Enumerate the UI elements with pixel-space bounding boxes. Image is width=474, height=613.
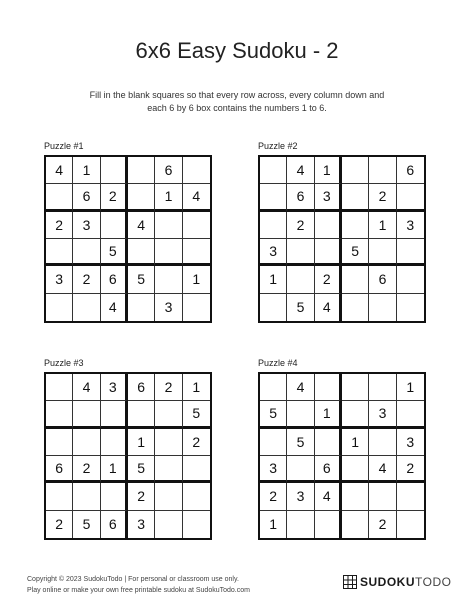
sudoku-cell[interactable] — [397, 511, 424, 538]
sudoku-cell[interactable]: 2 — [155, 374, 182, 401]
sudoku-cell[interactable] — [315, 374, 342, 401]
sudoku-cell[interactable]: 2 — [369, 511, 396, 538]
sudoku-cell[interactable] — [342, 184, 369, 211]
sudoku-cell[interactable] — [342, 266, 369, 293]
instructions — [70, 89, 404, 115]
sudoku-cell[interactable]: 2 — [183, 429, 210, 456]
sudoku-cell[interactable]: 4 — [73, 374, 100, 401]
sudoku-cell[interactable] — [369, 483, 396, 510]
sudoku-cell[interactable] — [46, 401, 73, 428]
sudoku-cell[interactable]: 1 — [183, 374, 210, 401]
sudoku-cell[interactable] — [342, 157, 369, 184]
sudoku-cell[interactable]: 1 — [73, 157, 100, 184]
sudoku-cell[interactable] — [342, 374, 369, 401]
sudoku-cell[interactable]: 2 — [73, 456, 100, 483]
sudoku-cell[interactable] — [397, 294, 424, 321]
sudoku-cell[interactable]: 1 — [128, 429, 155, 456]
puzzle-label-4: Puzzle #4 — [258, 358, 298, 368]
sudoku-cell[interactable] — [183, 212, 210, 239]
sudoku-cell[interactable]: 5 — [260, 401, 287, 428]
sudoku-cell[interactable] — [369, 239, 396, 266]
sudoku-cell[interactable]: 6 — [369, 266, 396, 293]
sudoku-cell[interactable]: 3 — [73, 212, 100, 239]
sudoku-cell[interactable] — [342, 511, 369, 538]
sudoku-cell[interactable]: 6 — [287, 184, 314, 211]
sudoku-cell[interactable]: 2 — [260, 483, 287, 510]
sudoku-cell[interactable] — [101, 401, 128, 428]
sudoku-cell[interactable] — [260, 212, 287, 239]
sudoku-cell[interactable] — [369, 374, 396, 401]
sudoku-cell[interactable]: 2 — [315, 266, 342, 293]
sudoku-cell[interactable] — [128, 239, 155, 266]
footer-promo: Play online or make your own free printable sudoku at SudokuTodo.com — [27, 587, 250, 594]
sudoku-cell[interactable]: 5 — [128, 456, 155, 483]
sudoku-cell[interactable]: 5 — [73, 511, 100, 538]
sudoku-cell[interactable] — [369, 429, 396, 456]
sudoku-cell[interactable]: 2 — [46, 212, 73, 239]
sudoku-cell[interactable]: 4 — [369, 456, 396, 483]
sudoku-cell[interactable]: 5 — [101, 239, 128, 266]
sudoku-cell[interactable] — [155, 212, 182, 239]
footer-copyright: Copyright © 2023 SudokuTodo | For personal or classroom use only. — [27, 576, 239, 583]
sudoku-cell[interactable] — [287, 511, 314, 538]
brand-logo-light: TODO — [415, 575, 452, 589]
sudoku-cell[interactable]: 1 — [260, 511, 287, 538]
sudoku-cell[interactable] — [101, 157, 128, 184]
sudoku-cell[interactable]: 2 — [101, 184, 128, 211]
sudoku-cell[interactable] — [155, 511, 182, 538]
sudoku-cell[interactable]: 6 — [315, 456, 342, 483]
sudoku-cell[interactable]: 4 — [287, 374, 314, 401]
sudoku-cell[interactable] — [46, 429, 73, 456]
sudoku-cell[interactable]: 1 — [397, 374, 424, 401]
sudoku-cell[interactable] — [342, 212, 369, 239]
sudoku-cell[interactable]: 2 — [397, 456, 424, 483]
sudoku-cell[interactable] — [155, 483, 182, 510]
sudoku-cell[interactable] — [46, 483, 73, 510]
sudoku-cell[interactable] — [155, 239, 182, 266]
sudoku-cell[interactable] — [397, 239, 424, 266]
sudoku-cell[interactable] — [46, 239, 73, 266]
sudoku-cell[interactable]: 4 — [101, 294, 128, 321]
sudoku-cell[interactable]: 3 — [287, 483, 314, 510]
sudoku-cell[interactable]: 3 — [128, 511, 155, 538]
sudoku-cell[interactable]: 5 — [342, 239, 369, 266]
sudoku-cell[interactable]: 2 — [369, 184, 396, 211]
sudoku-cell[interactable] — [155, 429, 182, 456]
sudoku-cell[interactable]: 1 — [369, 212, 396, 239]
sudoku-cell[interactable] — [342, 483, 369, 510]
sudoku-cell[interactable] — [342, 456, 369, 483]
puzzle-grid-4 — [258, 372, 426, 540]
sudoku-cell[interactable]: 6 — [101, 511, 128, 538]
sudoku-cell[interactable] — [260, 429, 287, 456]
sudoku-cell[interactable] — [73, 483, 100, 510]
sudoku-cell[interactable] — [46, 374, 73, 401]
sudoku-cell[interactable]: 1 — [101, 456, 128, 483]
sudoku-cell[interactable]: 3 — [155, 294, 182, 321]
sudoku-cell[interactable] — [260, 374, 287, 401]
sudoku-cell[interactable] — [46, 184, 73, 211]
sudoku-cell[interactable] — [342, 294, 369, 321]
sudoku-cell[interactable]: 3 — [46, 266, 73, 293]
sudoku-cell[interactable] — [46, 294, 73, 321]
brand-logo-strong: SUDOKU — [360, 575, 416, 589]
sudoku-cell[interactable] — [101, 483, 128, 510]
puzzle-label-2: Puzzle #2 — [258, 141, 298, 151]
sudoku-cell[interactable]: 4 — [128, 212, 155, 239]
sudoku-cell[interactable] — [73, 294, 100, 321]
brand-logo-text — [360, 575, 451, 589]
sudoku-cell[interactable]: 6 — [101, 266, 128, 293]
sudoku-cell[interactable]: 1 — [183, 266, 210, 293]
puzzle-label-3: Puzzle #3 — [44, 358, 84, 368]
puzzle-label-1: Puzzle #1 — [44, 141, 84, 151]
sudoku-cell[interactable]: 5 — [183, 401, 210, 428]
sudoku-cell[interactable] — [315, 239, 342, 266]
sudoku-cell[interactable]: 5 — [287, 429, 314, 456]
sudoku-cell[interactable] — [128, 157, 155, 184]
sudoku-cell[interactable] — [260, 157, 287, 184]
sudoku-cell[interactable] — [369, 157, 396, 184]
page-title: 6x6 Easy Sudoku - 2 — [135, 38, 339, 63]
sudoku-cell[interactable]: 6 — [46, 456, 73, 483]
sudoku-cell[interactable]: 3 — [397, 212, 424, 239]
sudoku-cell[interactable] — [183, 239, 210, 266]
sudoku-cell[interactable] — [155, 401, 182, 428]
sudoku-cell[interactable]: 3 — [315, 184, 342, 211]
sudoku-cell[interactable] — [183, 157, 210, 184]
sudoku-cell[interactable]: 6 — [397, 157, 424, 184]
sudoku-cell[interactable]: 2 — [46, 511, 73, 538]
sudoku-cell[interactable] — [155, 266, 182, 293]
sudoku-cell[interactable] — [128, 294, 155, 321]
sudoku-cell[interactable] — [73, 429, 100, 456]
footer — [27, 574, 250, 596]
sudoku-cell[interactable]: 1 — [260, 266, 287, 293]
sudoku-cell[interactable]: 2 — [287, 212, 314, 239]
sudoku-cell[interactable] — [260, 294, 287, 321]
sudoku-cell[interactable] — [260, 184, 287, 211]
sudoku-cell[interactable] — [155, 456, 182, 483]
sudoku-cell[interactable] — [73, 239, 100, 266]
sudoku-cell[interactable]: 5 — [287, 294, 314, 321]
sudoku-cell[interactable] — [397, 266, 424, 293]
sudoku-cell[interactable]: 6 — [155, 157, 182, 184]
sudoku-cell[interactable] — [183, 511, 210, 538]
brand-logo — [343, 575, 451, 589]
sudoku-cell[interactable] — [397, 483, 424, 510]
sudoku-cell[interactable] — [287, 456, 314, 483]
sudoku-cell[interactable]: 5 — [128, 266, 155, 293]
sudoku-cell[interactable] — [73, 401, 100, 428]
sudoku-cell[interactable] — [287, 401, 314, 428]
sudoku-cell[interactable]: 2 — [73, 266, 100, 293]
sudoku-cell[interactable] — [183, 483, 210, 510]
grid-logo-icon — [343, 575, 357, 589]
sudoku-cell[interactable] — [315, 511, 342, 538]
sudoku-cell[interactable]: 1 — [155, 184, 182, 211]
sudoku-cell[interactable]: 2 — [128, 483, 155, 510]
sudoku-cell[interactable]: 6 — [73, 184, 100, 211]
sudoku-cell[interactable] — [397, 184, 424, 211]
instructions-line-2: each 6 by 6 box contains the numbers 1 to 6. — [147, 103, 327, 113]
sudoku-cell[interactable] — [183, 294, 210, 321]
sudoku-cell[interactable]: 3 — [397, 429, 424, 456]
sudoku-cell[interactable]: 4 — [315, 483, 342, 510]
sudoku-cell[interactable]: 3 — [369, 401, 396, 428]
sudoku-cell[interactable] — [183, 456, 210, 483]
sudoku-cell[interactable]: 6 — [128, 374, 155, 401]
sudoku-cell[interactable] — [101, 212, 128, 239]
sudoku-cell[interactable]: 4 — [315, 294, 342, 321]
sudoku-cell[interactable]: 1 — [315, 401, 342, 428]
sudoku-cell[interactable] — [397, 401, 424, 428]
instructions-line-1: Fill in the blank squares so that every row across, every column down and — [89, 90, 385, 100]
sudoku-cell[interactable] — [287, 266, 314, 293]
sudoku-cell[interactable]: 1 — [315, 157, 342, 184]
sudoku-cell[interactable]: 3 — [260, 239, 287, 266]
sudoku-cell[interactable] — [315, 429, 342, 456]
puzzle-grid-2 — [258, 155, 426, 323]
sudoku-cell[interactable] — [342, 401, 369, 428]
sudoku-cell[interactable] — [101, 429, 128, 456]
sudoku-cell[interactable] — [315, 212, 342, 239]
sudoku-cell[interactable]: 3 — [101, 374, 128, 401]
sudoku-cell[interactable]: 4 — [287, 157, 314, 184]
puzzle-grid-1 — [44, 155, 212, 323]
sudoku-cell[interactable] — [369, 294, 396, 321]
sudoku-cell[interactable] — [128, 401, 155, 428]
puzzle-grid-3 — [44, 372, 212, 540]
sudoku-cell[interactable] — [128, 184, 155, 211]
sudoku-cell[interactable]: 4 — [183, 184, 210, 211]
sudoku-cell[interactable] — [287, 239, 314, 266]
sudoku-cell[interactable]: 4 — [46, 157, 73, 184]
sudoku-cell[interactable]: 1 — [342, 429, 369, 456]
sudoku-cell[interactable]: 3 — [260, 456, 287, 483]
